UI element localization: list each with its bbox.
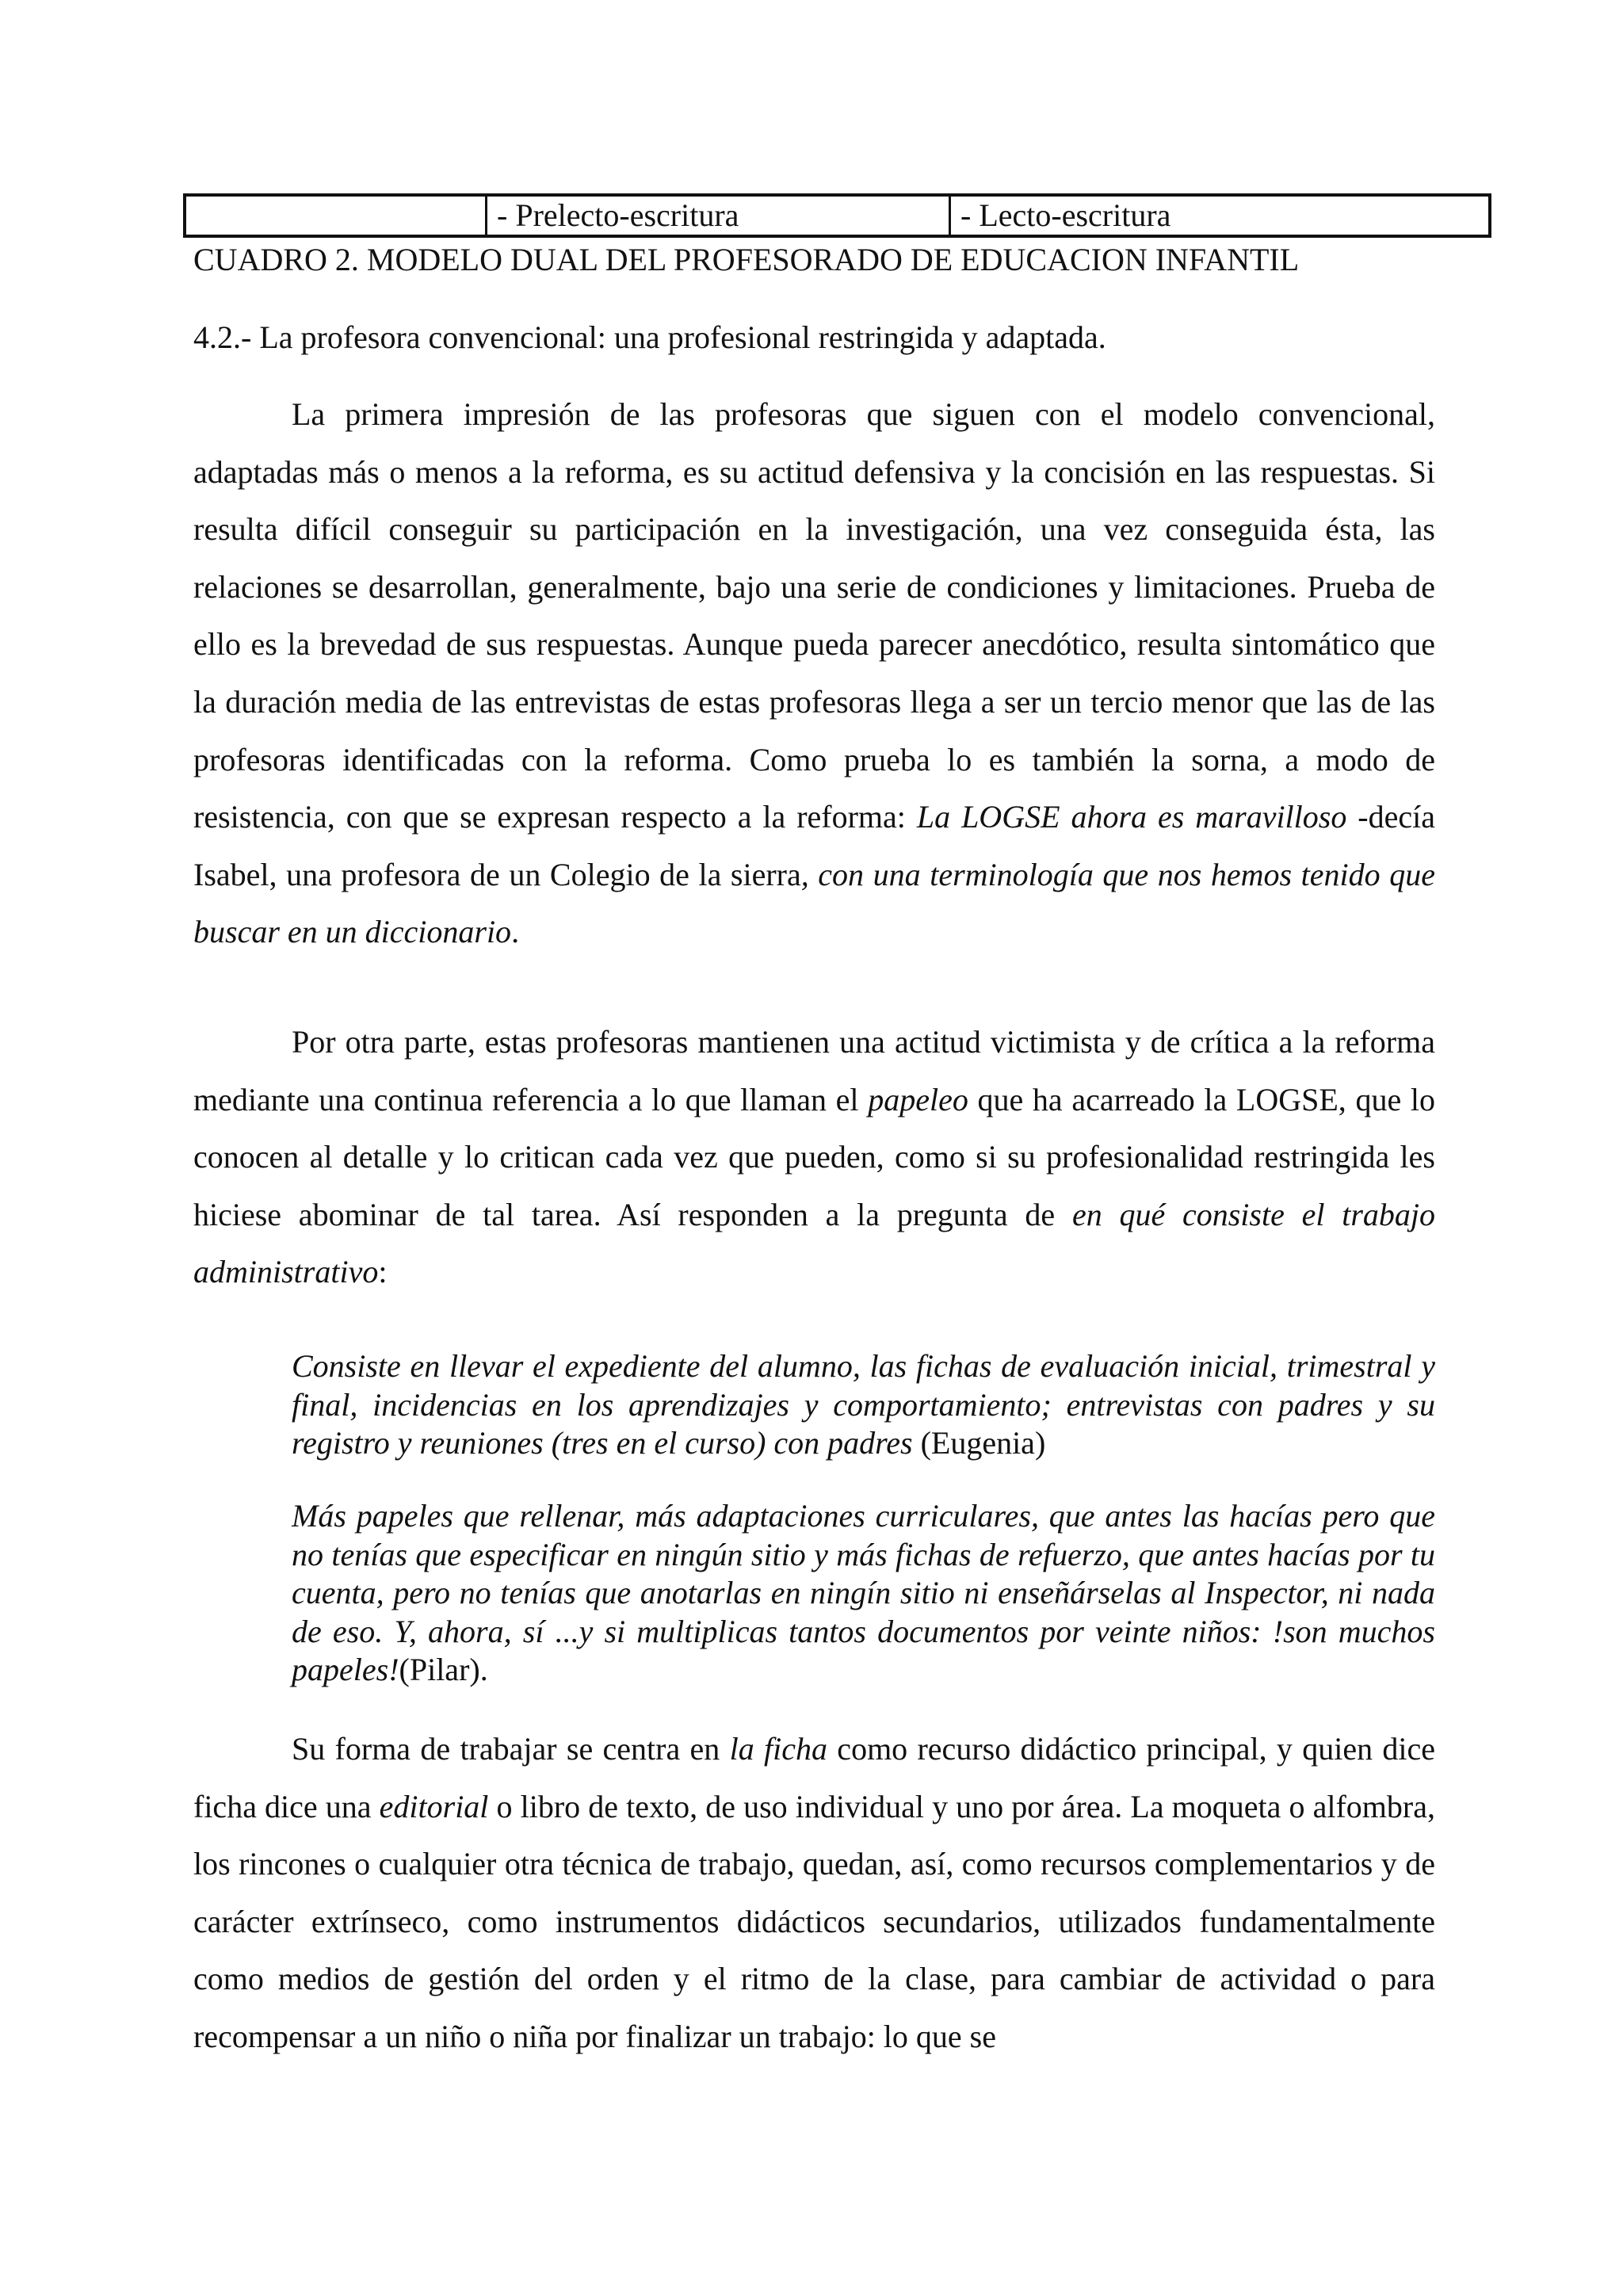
table-row bbox=[183, 193, 1491, 238]
p2-text-a: Por otra parte, estas profesoras mantienen una actitud victimista y de crítica a la reforma mediante una continua referencia a lo que llaman el bbox=[193, 1024, 1435, 1117]
quote-1-text: Consiste en llevar el expediente del alumno, las fichas de evaluación inicial, trimestral y final, incidencias en los aprendizajes y comportamiento; entrevistas con padres y su registro y reuniones (tres en el curso) con padres bbox=[292, 1348, 1435, 1461]
p2-term-papeleo: papeleo bbox=[868, 1081, 968, 1117]
quote-1-attribution: (Eugenia) bbox=[912, 1425, 1046, 1461]
table-cell-empty bbox=[186, 197, 487, 235]
p3-text-c: como recurso didáctico principal, y quien dice ficha dice una bbox=[193, 1731, 1436, 1824]
paragraph-1 bbox=[193, 386, 1435, 961]
p1-text-e: . bbox=[511, 914, 520, 950]
table-cell-prelecto: - Prelecto-escritura bbox=[487, 197, 951, 235]
p3-text-e: o libro de texto, de uso individual y uno por área. La moqueta o alfombra, los rincones o cualquier otra técnica de trabajo, quedan, así, como recursos complementarios y de carácter extrínseco, como instrumentos didácticos secundarios, utilizados fundamentalmente como medios de gestión del orden y el ritmo de la clase, para cambiar de actividad o para recompensar a un niño o niña por finalizar un trabajo: lo que se bbox=[193, 1788, 1435, 2054]
table-caption: CUADRO 2. MODELO DUAL DEL PROFESORADO DE EDUCACION INFANTIL bbox=[193, 242, 1300, 277]
p2-question: en qué consiste el trabajo administrativo bbox=[193, 1196, 1435, 1290]
block-quote-pilar bbox=[292, 1497, 1435, 1690]
table-cell-lecto: - Lecto-escritura bbox=[960, 197, 1171, 233]
p3-term-ficha: la ficha bbox=[729, 1731, 827, 1767]
quote-2-attribution: (Pilar). bbox=[399, 1652, 488, 1687]
p3-text-a: Su forma de trabajar se centra en bbox=[292, 1731, 730, 1767]
paragraph-3 bbox=[193, 1721, 1435, 2066]
p2-text-c: que ha acarreado la LOGSE, que lo conocen al detalle y lo critican cada vez que pueden, como si su profesionalidad restringida les hiciese abominar de tal tarea. Así responden a la pregunta de bbox=[193, 1081, 1435, 1232]
p2-text-e: : bbox=[378, 1254, 388, 1290]
p1-text-a: La primera impresión de las profesoras que siguen con el modelo convencional, adaptadas más o menos a la reforma, es su actitud defensiva y la concisión en las respuestas. Si resulta difícil conseguir su participación en la investigación, una vez conseguida ésta, las relaciones se desarrollan, generalmente, bajo una serie de condiciones y limitaciones. Prueba de ello es la brevedad de sus respuestas. Aunque pueda parecer anecdótico, resulta sintomático que la duración media de las entrevistas de estas profesoras llega a ser un tercio menor que las de las profesoras identificadas con la reforma. Como prueba lo es también la sorna, a modo de resistencia, con que se expresan respecto a la reforma: bbox=[193, 396, 1435, 835]
p1-quote-logse: La LOGSE ahora es maravilloso bbox=[916, 799, 1347, 835]
block-quote-eugenia bbox=[292, 1347, 1435, 1463]
p1-text-c: -decía Isabel, una profesora de un Colegio de la sierra bbox=[193, 799, 1435, 892]
p3-term-editorial: editorial bbox=[379, 1788, 489, 1824]
quote-2-text: Más papeles que rellenar, más adaptaciones curriculares, que antes las hacías pero que no tenías que especificar en ningún sitio y más fichas de refuerzo, que antes hacías por tu cuenta, pero no tenías que anotarlas en ningín sitio ni enseñárselas al Inspector, ni nada de eso. Y, ahora, sí ...y si multiplicas tantos documentos por veinte niños: !son muchos papeles! bbox=[292, 1498, 1435, 1687]
section-heading: 4.2.- La profesora convencional: una profesional restringida y adaptada. bbox=[193, 319, 1106, 355]
p1-quote-terminologia: , con una terminología que nos hemos tenido que buscar en un diccionario bbox=[193, 856, 1435, 950]
paragraph-2 bbox=[193, 1014, 1435, 1301]
